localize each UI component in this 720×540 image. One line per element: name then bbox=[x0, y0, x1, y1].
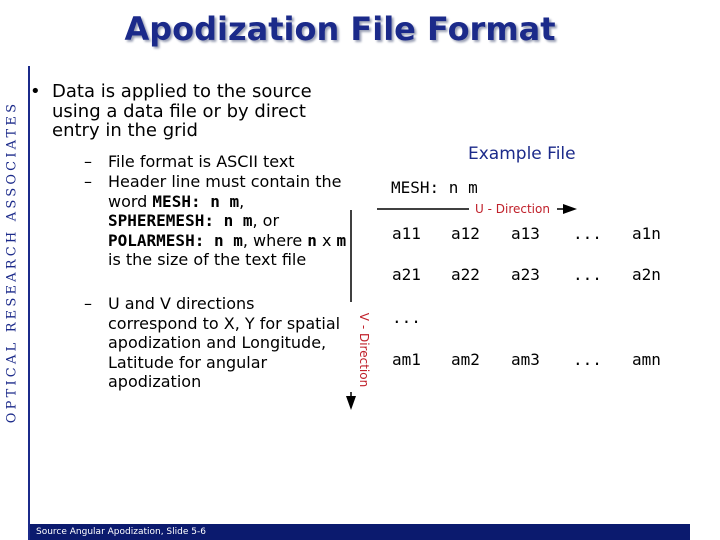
grid-cell: ... bbox=[573, 265, 602, 284]
vertical-divider bbox=[28, 66, 30, 540]
n-keyword: n bbox=[307, 230, 317, 250]
side-brand: OPTICAL RESEARCH ASSOCIATES bbox=[4, 100, 20, 424]
comma: , bbox=[242, 230, 248, 250]
dash: – bbox=[84, 172, 92, 191]
rest-text: is the size of the text file bbox=[108, 250, 307, 269]
dash: – bbox=[84, 294, 92, 313]
grid-cell: am2 bbox=[451, 350, 480, 369]
grid-cell: a11 bbox=[392, 224, 421, 243]
main-bullet bbox=[30, 81, 352, 141]
sub-bullet-text: Header line must contain the word bbox=[108, 172, 342, 211]
main-bullet-text: Data is applied to the source using a data file or by direct entry in the grid bbox=[52, 81, 312, 141]
footer-bar bbox=[30, 524, 690, 540]
grid-cell: a13 bbox=[511, 224, 540, 243]
bullet-dot: • bbox=[30, 81, 41, 102]
sub-bullet-uv-directions bbox=[84, 294, 348, 392]
mesh-keyword: MESH: n m bbox=[152, 191, 240, 211]
dash: – bbox=[84, 152, 92, 171]
where-text: where bbox=[247, 230, 308, 250]
grid-cell: am3 bbox=[511, 350, 540, 369]
sub-bullet-text: U and V directions correspond to X, Y for spatial apodization and Longitude, Latitude for angular apodization bbox=[108, 294, 341, 391]
grid-cell: am1 bbox=[392, 350, 421, 369]
grid-cell-ellipsis: ... bbox=[392, 308, 421, 327]
grid-cell: a1n bbox=[632, 224, 661, 243]
spheremesh-keyword: SPHEREMESH: n m bbox=[108, 211, 253, 230]
grid-cell: amn bbox=[632, 350, 661, 369]
page-title: Apodization File Format bbox=[124, 10, 556, 48]
polarmesh-keyword: POLARMESH: n m bbox=[108, 230, 243, 250]
grid-cell: a21 bbox=[392, 265, 421, 284]
comma: , bbox=[239, 191, 245, 211]
example-header: MESH: n m bbox=[391, 178, 478, 197]
grid-cell: a22 bbox=[451, 265, 480, 284]
grid-cell: a23 bbox=[511, 265, 540, 284]
grid-cell: a2n bbox=[632, 265, 661, 284]
v-direction-label: V - Direction bbox=[357, 312, 371, 388]
sub-bullet-text: File format is ASCII text bbox=[108, 152, 295, 171]
sub-bullet-header-line bbox=[84, 172, 348, 270]
u-direction-label: U - Direction bbox=[475, 202, 550, 216]
grid-cell: ... bbox=[573, 224, 602, 243]
m-keyword: m bbox=[336, 230, 347, 250]
sub-bullet-file-format bbox=[84, 152, 348, 172]
or-text: , or bbox=[252, 211, 280, 230]
footer-text: Source Angular Apodization, Slide 5-6 bbox=[36, 527, 206, 537]
x-text: x bbox=[316, 230, 337, 250]
grid-cell: a12 bbox=[451, 224, 480, 243]
grid-cell: ... bbox=[573, 350, 602, 369]
example-title: Example File bbox=[468, 144, 576, 164]
